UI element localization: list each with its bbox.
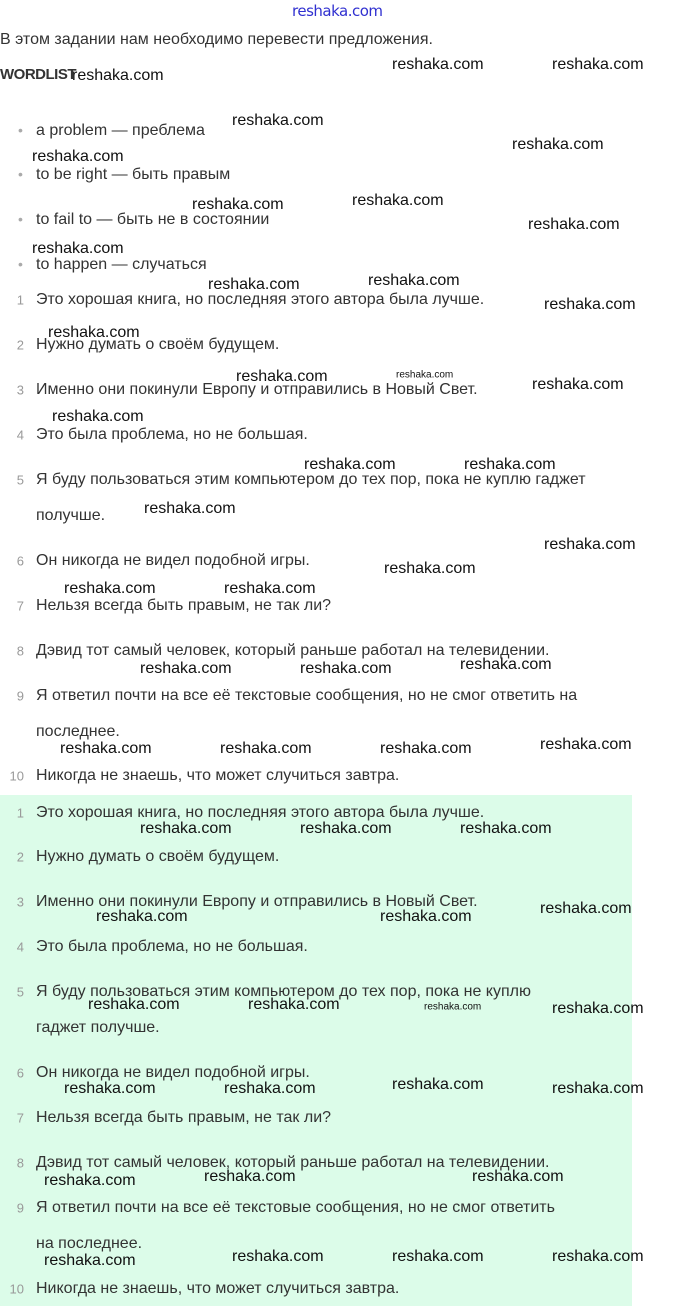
watermark: reshaka.com [52, 408, 144, 425]
watermark: reshaka.com [32, 148, 124, 165]
watermark: reshaka.com [380, 908, 472, 925]
answer-block [0, 795, 632, 1306]
watermark: reshaka.com [304, 456, 396, 473]
sentence-number: 1 [16, 805, 24, 821]
sentence-line: Он никогда не видел подобной игры. [36, 1064, 310, 1081]
watermark: reshaka.com [232, 112, 324, 129]
sentence-line: на последнее. [36, 1235, 143, 1252]
watermark: reshaka.com [44, 1172, 136, 1189]
sentence-number: 3 [16, 382, 24, 398]
sentence-number: 7 [16, 598, 24, 614]
watermark: reshaka.com [464, 456, 556, 473]
sentence-line: Это хорошая книга, но последняя этого автора была лучше. [36, 291, 485, 308]
bullet-icon: • [18, 166, 23, 182]
watermark: reshaka.com [552, 1080, 644, 1097]
sentence-number: 10 [9, 768, 24, 784]
watermark: reshaka.com [380, 740, 472, 757]
watermark: reshaka.com [472, 1168, 564, 1185]
watermark: reshaka.com [248, 996, 340, 1013]
watermark: reshaka.com [460, 656, 552, 673]
watermark: reshaka.com [232, 1248, 324, 1265]
sentence-number: 2 [16, 337, 24, 353]
watermark: reshaka.com [540, 736, 632, 753]
watermark: reshaka.com [540, 900, 632, 917]
sentence-number: 7 [16, 1110, 24, 1126]
sentence-line: Нельзя всегда быть правым, не так ли? [36, 1109, 332, 1126]
sentence-number: 1 [16, 292, 24, 308]
sentence-line: Я буду пользоваться этим компьютером до тех пор, пока не куплю гаджет [36, 471, 586, 488]
watermark: reshaka.com [208, 276, 300, 293]
watermark: reshaka.com [552, 56, 644, 73]
sentence-line: Я ответил почти на все её текстовые сообщения, но не смог ответить на [36, 687, 578, 704]
intro-text: В этом задании нам необходимо перевести предложения. [0, 31, 433, 48]
watermark: reshaka.com [88, 996, 180, 1013]
watermark: reshaka.com [300, 820, 392, 837]
sentence-number: 6 [16, 1065, 24, 1081]
sentence-line: Я буду пользоваться этим компьютером до тех пор, пока не куплю [36, 983, 531, 1000]
watermark: reshaka.com [32, 240, 124, 257]
watermark: reshaka.com [392, 1248, 484, 1265]
sentence-number: 3 [16, 894, 24, 910]
watermark: reshaka.com [48, 324, 140, 341]
watermark: reshaka.com [64, 580, 156, 597]
sentence-line: Дэвид тот самый человек, который раньше работал на телевидении. [36, 1154, 550, 1171]
sentence-line: Я ответил почти на все её текстовые сообщения, но не смог ответить [36, 1199, 555, 1216]
sentence-number: 9 [16, 688, 24, 704]
sentence-line: Дэвид тот самый человек, который раньше работал на телевидении. [36, 642, 550, 659]
watermark: reshaka.com [532, 376, 624, 393]
watermark: reshaka.com [544, 296, 636, 313]
wordlist-heading: WORDLIST [0, 66, 76, 83]
watermark: reshaka.com [552, 1248, 644, 1265]
sentence-line: получше. [36, 507, 106, 524]
watermark: reshaka.com [224, 1080, 316, 1097]
wordlist-item: a problem — преблема [36, 122, 205, 139]
watermark: reshaka.com [140, 820, 232, 837]
sentence-line: Никогда не знаешь, что может случиться завтра. [36, 1280, 400, 1297]
sentence-number: 5 [16, 472, 24, 488]
sentence-line: Нельзя всегда быть правым, не так ли? [36, 597, 332, 614]
sentence-line: Нужно думать о своём будущем. [36, 336, 280, 353]
watermark: reshaka.com [44, 1252, 136, 1269]
watermark: reshaka.com [368, 272, 460, 289]
sentence-number: 4 [16, 939, 24, 955]
watermark: reshaka.com [300, 660, 392, 677]
wordlist-item: to be right — быть правым [36, 166, 231, 183]
watermark: reshaka.com [392, 56, 484, 73]
sentence-line: гаджет получше. [36, 1019, 160, 1036]
sentence-number: 8 [16, 643, 24, 659]
wordlist-item: to happen — случаться [36, 256, 207, 273]
sentence-number: 5 [16, 984, 24, 1000]
site-link[interactable]: reshaka.com [292, 2, 383, 20]
watermark: reshaka.com [144, 500, 236, 517]
watermark: reshaka.com [192, 196, 284, 213]
sentence-line: Это была проблема, но не большая. [36, 938, 308, 955]
watermark: reshaka.com [528, 216, 620, 233]
watermark: reshaka.com [544, 536, 636, 553]
sentence-number: 2 [16, 849, 24, 865]
sentence-number: 4 [16, 427, 24, 443]
sentence-line: Именно они покинули Европу и отправились в Новый Свет. [36, 893, 478, 910]
watermark: reshaka.com [60, 740, 152, 757]
watermark: reshaka.com [460, 820, 552, 837]
watermark: reshaka.com [224, 580, 316, 597]
sentence-line: последнее. [36, 723, 120, 740]
watermark: reshaka.com [64, 1080, 156, 1097]
sentence-line: Никогда не знаешь, что может случиться завтра. [36, 767, 400, 784]
bullet-icon: • [18, 256, 23, 272]
watermark: reshaka.com [552, 1000, 644, 1017]
watermark: reshaka.com [72, 67, 164, 84]
sentence-number: 8 [16, 1155, 24, 1171]
watermark: reshaka.com [424, 1001, 482, 1013]
sentence-number: 6 [16, 553, 24, 569]
watermark: reshaka.com [220, 740, 312, 757]
sentence-line: Это была проблема, но не большая. [36, 426, 308, 443]
sentence-line: Это хорошая книга, но последняя этого автора была лучше. [36, 804, 485, 821]
watermark: reshaka.com [384, 560, 476, 577]
watermark: reshaka.com [512, 136, 604, 153]
sentence-number: 9 [16, 1200, 24, 1216]
bullet-icon: • [18, 122, 23, 138]
wordlist-item: to fail to — быть не в состоянии [36, 211, 270, 228]
sentence-line: Он никогда не видел подобной игры. [36, 552, 310, 569]
watermark: reshaka.com [236, 368, 328, 385]
watermark: reshaka.com [396, 369, 454, 381]
sentence-line: Именно они покинули Европу и отправились в Новый Свет. [36, 381, 478, 398]
watermark: reshaka.com [140, 660, 232, 677]
sentence-number: 10 [9, 1281, 24, 1297]
watermark: reshaka.com [96, 908, 188, 925]
watermark: reshaka.com [392, 1076, 484, 1093]
sentence-line: Нужно думать о своём будущем. [36, 848, 280, 865]
watermark: reshaka.com [352, 192, 444, 209]
bullet-icon: • [18, 211, 23, 227]
watermark: reshaka.com [204, 1168, 296, 1185]
